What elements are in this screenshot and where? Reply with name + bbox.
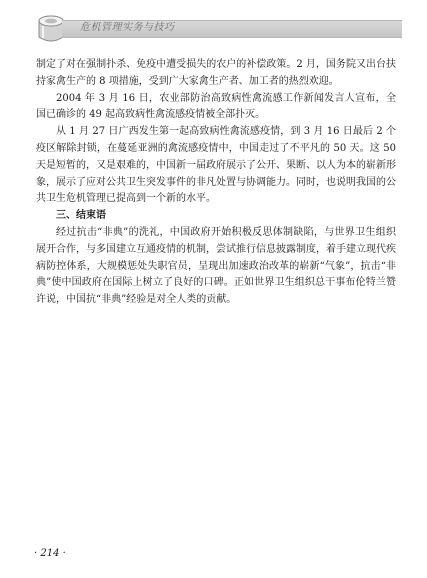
page-body [36,57,396,309]
page-header [0,10,427,50]
paragraph-continuation: 制定了对在强制扑杀、免疫中遭受损失的农户的补偿政策。2 月，国务院又出台扶持家禽生产的 8 项措施，受到广大家禽生产者、加工者的热烈欢迎。 [36,59,396,87]
paragraph-conclusion: 经过抗击“非典”的洗礼，中国政府开始积极反思体制缺陷，与世界卫生组织展开合作，与多国建立互通疫情的机制，尝试推行信息披露制度，着手建立现代疾病防控体系，大规模惩处失职官员，呈现出加速政治改革的崭新“气象”，抗击“非典”使中国政府在国际上树立了良好的口碑。正如世界卫生组织总干事布伦特兰赞许说，中国抗“非典”经验是对全人类的贡献。 [36,226,396,306]
running-header-title: 危机管理实务与技巧 [80,22,175,33]
section-heading-conclusion: 三、结束语 [56,210,106,222]
page-number: · 214 · [34,548,66,559]
paragraph-announcement: 2004 年 3 月 16 日，农业部防治高致病性禽流感工作新闻发言人宣布，全国已确诊的 49 起高致病性禽流感疫情被全部扑灭。 [36,92,396,121]
paragraph-fifty-days: 从 1 月 27 日广西发生第一起高致病性禽流感疫情，到 3 月 16 日最后 2 个疫区解除封锁，在蔓延亚洲的禽流感疫情中，中国走过了不平凡的 50 天。这 50 天是短暂的，又是艰难的，中国新一届政府展示了公开、果断、以人为本的崭新形象，展示了应对公共卫生突发事件的非凡处置与协调能力。同时，也说明我国的公共卫生危机管理已提高到一个新的水平。 [36,126,396,205]
